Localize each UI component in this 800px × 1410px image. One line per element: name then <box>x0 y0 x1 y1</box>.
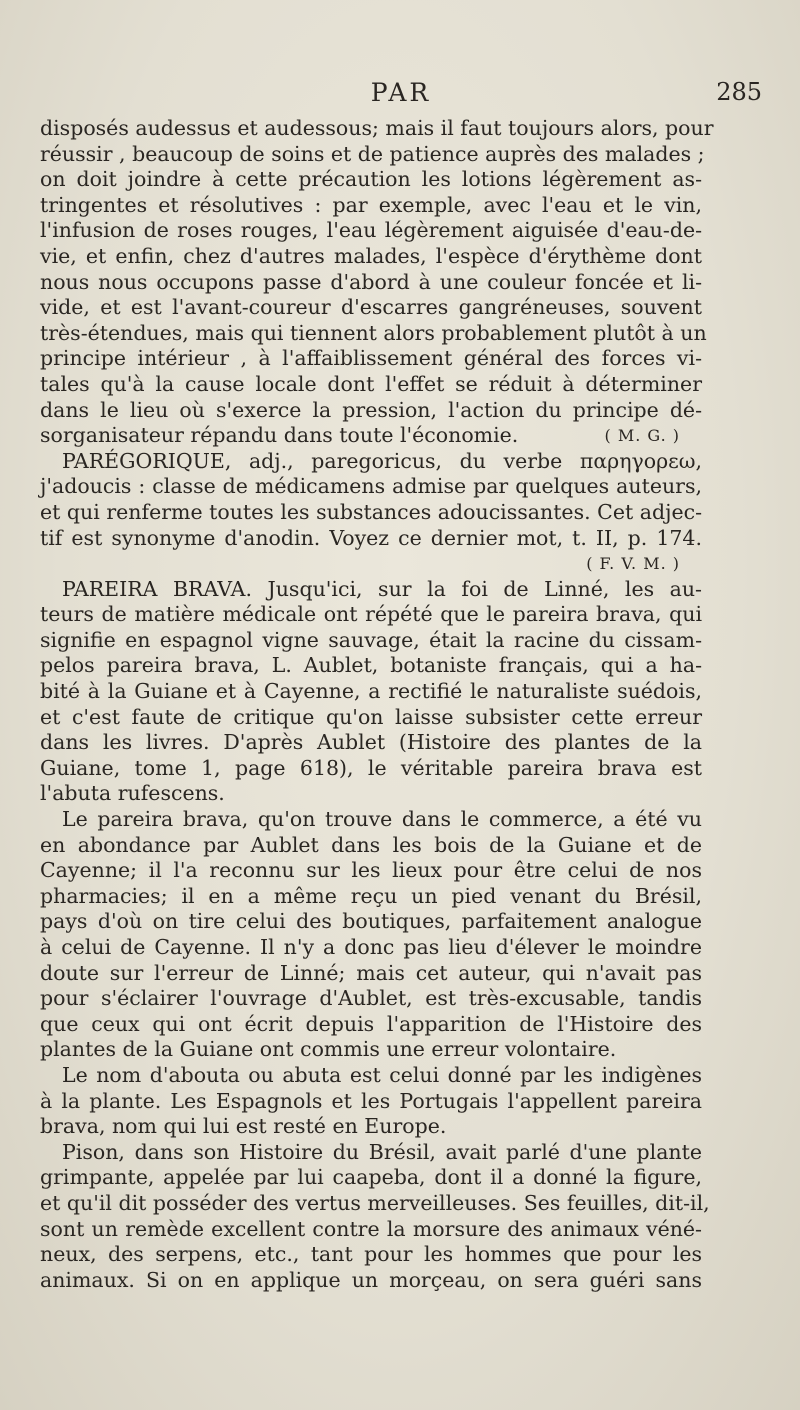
text-line: disposés audessus et audessous; mais il faut toujours alors, pour <box>40 116 714 140</box>
text-line: dans le lieu où s'exerce la pression, l'action du principe dé- <box>40 397 702 422</box>
text-line: l'infusion de roses rouges, l'eau légèrement aiguisée d'eau-de- <box>40 218 702 243</box>
text-line: neux, des serpens, etc., tant pour les hommes que pour les <box>40 1242 702 1267</box>
text-line: pour s'éclairer l'ouvrage d'Aublet, est très-excusable, tandis <box>40 986 702 1011</box>
running-head: PAR <box>370 78 432 107</box>
text-line: pelos pareira brava, L. Aublet, botaniste français, qui a ha- <box>40 653 702 678</box>
text-line: nous nous occupons passe d'abord à une couleur foncée et li- <box>40 269 702 294</box>
text-line: l'abuta rufescens. <box>40 781 225 806</box>
text-line: bité à la Guiane et à Cayenne, a rectifié le naturaliste suédois, <box>40 679 702 704</box>
paragraph-start-line: Le nom d'abouta ou abuta est celui donné par les indigènes <box>62 1062 702 1087</box>
text-line: et qu'il dit posséder des vertus merveilleuses. Ses feuilles, dit-il, <box>40 1190 710 1215</box>
body-text <box>40 116 714 1293</box>
text-line: réussir , beaucoup de soins et de patience auprès des malades ; <box>40 141 705 166</box>
text-line: brava, nom qui lui est resté en Europe. <box>40 1114 447 1139</box>
text-line: vide, et est l'avant-coureur d'escarres gangréneuses, souvent <box>40 295 702 320</box>
text-line: que ceux qui ont écrit depuis l'apparition de l'Histoire des <box>40 1011 702 1036</box>
text-line: dans les livres. D'après Aublet (Histoire des plantes de la <box>40 730 702 755</box>
text-line: Cayenne; il l'a reconnu sur les lieux pour être celui de nos <box>40 858 702 883</box>
text-line: sont un remède excellent contre la morsure des animaux véné- <box>40 1216 702 1241</box>
text-line: on doit joindre à cette précaution les lotions légèrement as- <box>40 167 702 192</box>
text-line: vie, et enfin, chez d'autres malades, l'espèce d'érythème dont <box>40 243 702 268</box>
text-line: tales qu'à la cause locale dont l'effet se réduit à déterminer <box>40 371 702 396</box>
text-line: pays d'où on tire celui des boutiques, parfaitement analogue <box>40 909 702 934</box>
text-line: à celui de Cayenne. Il n'y a donc pas lieu d'élever le moindre <box>40 935 702 959</box>
text-line: teurs de matière médicale ont répété que le pareira brava, qui <box>40 602 702 627</box>
text-line: sorganisateur répandu dans toute l'économie. <box>40 423 519 448</box>
text-line: à la plante. Les Espagnols et les Portugais l'appellent pareira <box>40 1088 702 1113</box>
text-line: pharmacies; il en a même reçu un pied venant du Brésil, <box>40 883 702 908</box>
text-line: grimpante, appelée par lui caapeba, dont il a donné la figure, <box>40 1165 702 1190</box>
page-header <box>40 78 762 118</box>
text-line: j'adoucis : classe de médicamens admise par quelques auteurs, <box>40 474 702 499</box>
text-line: signifie en espagnol vigne sauvage, était la racine du cissam- <box>40 627 702 652</box>
author-initials: ( F. V. M. ) <box>586 554 680 574</box>
author-initials: ( M. G. ) <box>604 426 680 446</box>
paragraph-start-line: Pison, dans son Histoire du Brésil, avait parlé d'une plante <box>62 1139 702 1164</box>
text-line: et qui renferme toutes les substances adoucissantes. Cet adjec- <box>40 499 702 524</box>
text-line: en abondance par Aublet dans les bois de la Guiane et de <box>40 832 702 857</box>
text-line: et c'est faute de critique qu'on laisse subsister cette erreur <box>40 704 702 729</box>
entry-heading-line: PAREIRA BRAVA. Jusqu'ici, sur la foi de Linné, les au- <box>62 576 702 601</box>
text-line: principe intérieur , à l'affaiblissement général des forces vi- <box>40 346 702 371</box>
text-line: Guiane, tome 1, page 618), le véritable pareira brava est <box>40 755 702 780</box>
paragraph-start-line: Le pareira brava, qu'on trouve dans le commerce, a été vu <box>62 807 702 832</box>
text-line: très-étendues, mais qui tiennent alors probablement plutôt à un <box>40 320 707 345</box>
text-line: plantes de la Guiane ont commis une erreur volontaire. <box>40 1037 617 1062</box>
text-line: doute sur l'erreur de Linné; mais cet auteur, qui n'avait pas <box>40 960 702 985</box>
text-line-with-initials <box>40 423 702 449</box>
entry-heading-line: PARÉGORIQUE, adj., paregoricus, du verbe παρηγορεω, <box>62 448 702 473</box>
page-number: 285 <box>716 78 762 106</box>
text-line: animaux. Si on en applique un morçeau, on sera guéri sans <box>40 1267 702 1292</box>
text-line: tringentes et résolutives : par exemple, avec l'eau et le vin, <box>40 192 702 217</box>
text-line: tif est synonyme d'anodin. Voyez ce dernier mot, t. II, p. 174. <box>40 525 702 550</box>
